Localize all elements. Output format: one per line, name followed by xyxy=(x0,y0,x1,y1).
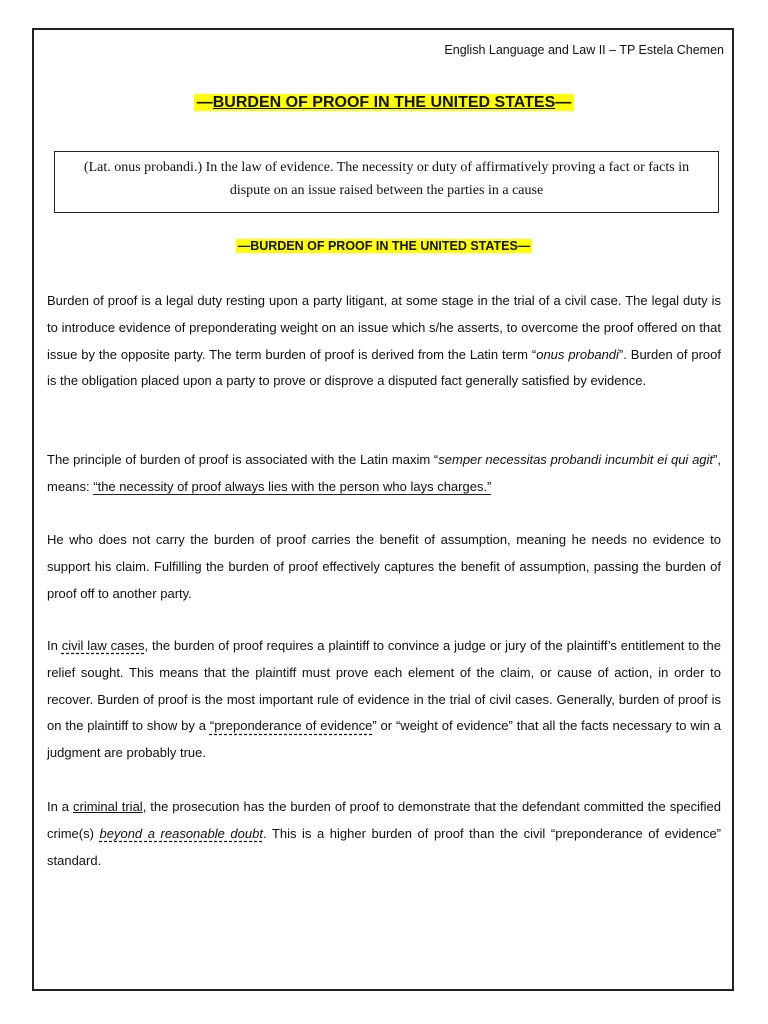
p2-text-b: ”, means: xyxy=(47,452,721,494)
paragraph-2 xyxy=(47,447,721,501)
p2-text-a: The principle of burden of proof is associated with the Latin maxim “ xyxy=(47,452,439,467)
subtitle-text: —BURDEN OF PROOF IN THE UNITED STATES— xyxy=(237,239,531,253)
p4-text-b: , the burden of proof requires a plaintiff to convince a judge or jury of the plaintiff’s entitlement to the relief sought. This means that the plaintiff must prove each element of the claim, or cause of action, in order to recover. Burden of proof is the most important rule of evidence in the trial of civil cases. Generally, burden of proof is on the plaintiff to show by a xyxy=(47,638,721,734)
p3-text: He who does not carry the burden of proof carries the benefit of assumption, meaning he needs no evidence to support his claim. Fulfilling the burden of proof effectively captures the benefit of assumption, passing the burden of proof off to another party. xyxy=(47,532,721,601)
definition-box xyxy=(54,151,719,213)
definition-text: (Lat. onus probandi.) In the law of evidence. The necessity or duty of affirmatively proving a fact or facts in dispute on an issue raised between the parties in a cause xyxy=(83,160,690,198)
paragraph-5 xyxy=(47,794,721,874)
p5-text-c: . This is a higher burden of proof than the civil “preponderance of evidence” standard. xyxy=(47,825,722,868)
p1-text-a: Burden of proof is a legal duty resting upon a party litigant, at some stage in the trial of a civil case. The legal duty is to introduce evidence of preponderating weight on an issue which s/he asserts, to overcome the proof offered on that issue by the opposite party. The term burden of proof is derived from the Latin term “ xyxy=(47,293,721,362)
title-text: BURDEN OF PROOF IN THE UNITED STATES xyxy=(212,94,556,111)
p4-text-a: In xyxy=(47,638,62,653)
title-dash-left: — xyxy=(196,94,213,111)
p1-italic-term: onus probandi xyxy=(536,346,619,362)
criminal-trial-link[interactable]: criminal trial xyxy=(73,799,143,814)
paragraph-1 xyxy=(47,288,721,395)
paragraph-4 xyxy=(47,633,721,767)
p1-text-b: ”. Burden of proof is the obligation placed upon a party to prove or disprove a disputed fact generally satisfied by evidence. xyxy=(47,346,721,389)
p2-latin-maxim: semper necessitas probandi incumbit ei qui agit xyxy=(438,452,714,467)
civil-law-cases-link[interactable]: civil law cases xyxy=(61,638,145,653)
p5-text-a: In a xyxy=(47,799,73,814)
p5-text-b: , the prosecution has the burden of proof to demonstrate that the defendant committed the specified crime(s) xyxy=(47,799,722,841)
preponderance-of-evidence-link[interactable]: “preponderance of evidence xyxy=(209,718,373,734)
page-header: English Language and Law II – TP Estela Chemen xyxy=(444,43,724,57)
section-subtitle xyxy=(0,239,768,253)
p2-underlined-quote: “the necessity of proof always lies with the person who lays charges.” xyxy=(93,478,492,494)
beyond-reasonable-doubt-link[interactable]: beyond a reasonable doubt xyxy=(99,825,263,841)
page-title xyxy=(0,94,768,112)
title-highlight xyxy=(194,94,575,111)
title-dash-right: — xyxy=(555,94,572,111)
paragraph-3 xyxy=(47,527,721,607)
p4-text-c: ” or “weight of evidence” that all the facts necessary to win a judgment are probably true. xyxy=(47,718,722,761)
